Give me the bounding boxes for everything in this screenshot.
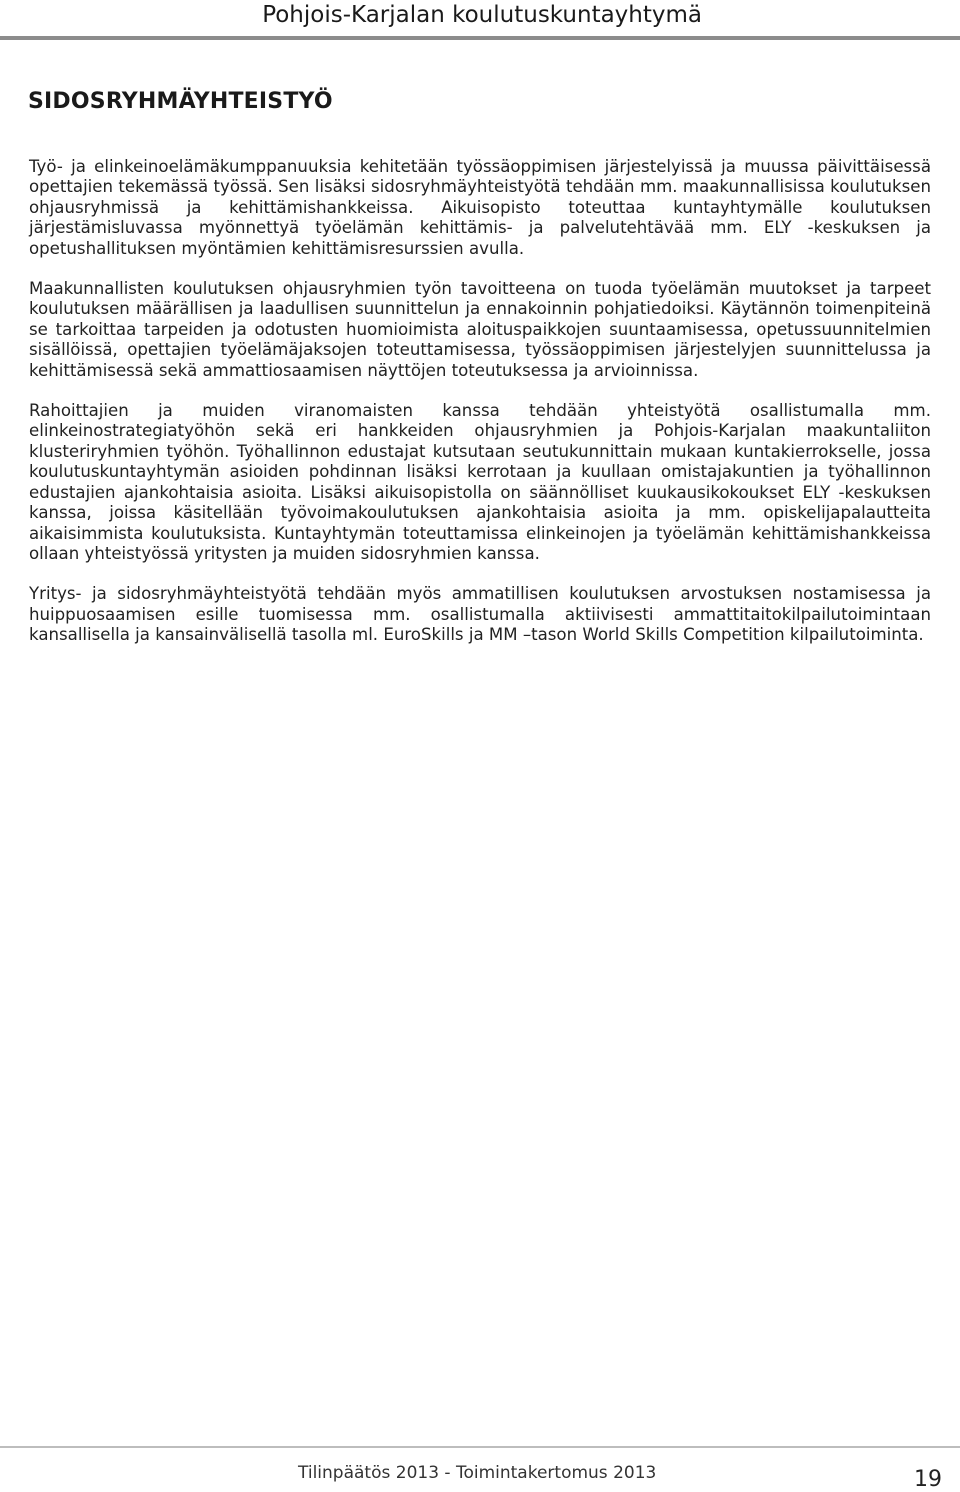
section-heading: SIDOSRYHMÄYHTEISTYÖ xyxy=(28,89,333,114)
paragraph-3: Rahoittajien ja muiden viranomaisten kanssa tehdään yhteistyötä osallistumalla mm. elinkeinostrategiatyöhön sekä eri hankkeiden ohjausryhmien ja Pohjois-Karjalan maakuntaliiton klusteriryhmien työhön. Työhallinnon edustajat kutsutaan seutukunnittain mukaan kuntakierrokselle, jossa koulutuskuntayhtymän asioiden pohdinnan lisäksi kerrotaan ja kuullaan omistajakuntien ja työhallinnon edustajien ajankohtaisia asioita. Lisäksi aikuisopistolla on säännölliset kuukausikokoukset ELY -keskuksen kanssa, joissa käsitellään työvoimakoulutuksen ajankohtaisia asioita ja mm. opiskelijapalautteita aikaisimmista koulutuksista. Kuntayhtymän toteuttamissa elinkeinojen ja työelämän kehittämishankkeissa ollaan yhteistyössä yritysten ja muiden sidosryhmien kanssa. xyxy=(29,401,931,563)
header-divider xyxy=(0,36,960,40)
document-header-title: Pohjois-Karjalan koulutuskuntayhtymä xyxy=(262,2,702,28)
page-number: 19 xyxy=(914,1467,942,1492)
paragraph-1: Työ- ja elinkeinoelämäkumppanuuksia kehitetään työssäoppimisen järjestelyissä ja muussa päivittäisessä opettajien tekemässä työssä. Sen lisäksi sidosryhmäyhteistyötä tehdään mm. maakunnallisissa koulutuksen ohjausryhmissä ja kehittämishankkeissa. Aikuisopisto toteuttaa kuntayhtymälle koulutuksen järjestämisluvassa myönnettyä työelämän kehittämis- ja palvelutehtävää mm. ELY -keskuksen ja opetushallituksen myöntämien kehittämisresurssien avulla. xyxy=(29,157,931,258)
footer-title: Tilinpäätös 2013 - Toimintakertomus 2013 xyxy=(298,1463,657,1483)
footer-divider xyxy=(0,1446,960,1448)
body-text xyxy=(29,157,931,666)
paragraph-2: Maakunnallisten koulutuksen ohjausryhmien työn tavoitteena on tuoda työelämän muutokset ja tarpeet koulutuksen määrällisen ja laadullisen suunnittelun ja ennakoinnin pohjatiedoiksi. Käytännön toimenpiteinä se tarkoittaa tarpeiden ja odotusten huomioimista aloituspaikkojen suuntaamisessa, opetussuunnitelmien sisällöissä, opettajien työelämäjaksojen toteuttamisessa, työssäoppimisen järjestelyjen suunnittelussa ja kehittämisessä sekä ammattiosaamisen näyttöjen toteutuksessa ja arvioinnissa. xyxy=(29,279,931,380)
paragraph-4: Yritys- ja sidosryhmäyhteistyötä tehdään myös ammatillisen koulutuksen arvostuksen nostamisessa ja huippuosaamisen esille tuomisessa mm. osallistumalla aktiivisesti ammattitaitokilpailutoimintaan kansallisella ja kansainvälisellä tasolla ml. EuroSkills ja MM –tason World Skills Competition kilpailutoiminta. xyxy=(29,584,931,645)
